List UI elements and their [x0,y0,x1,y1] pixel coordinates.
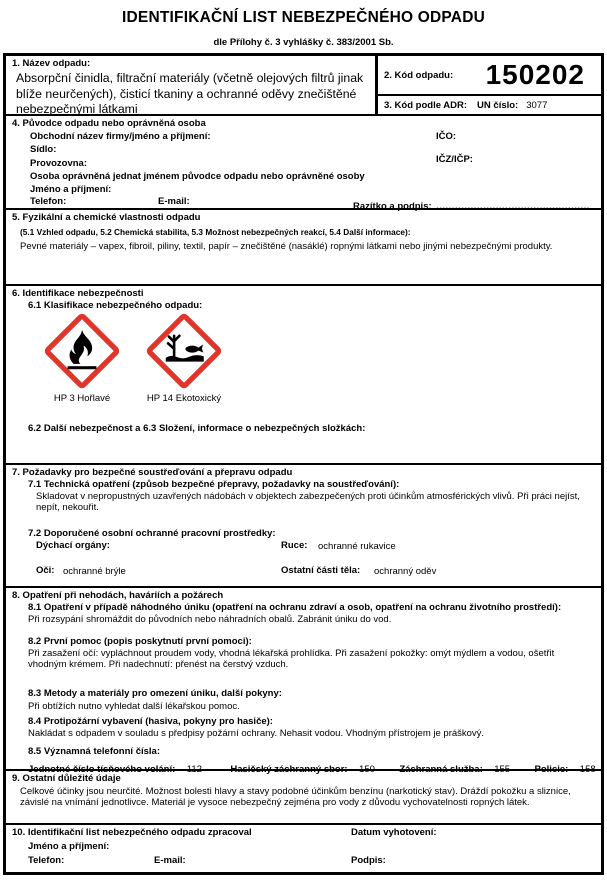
phone-158-value: 158 [579,764,596,775]
email-label: E-mail: [158,196,190,207]
waste-code-label: 2. Kód odpadu: [384,69,454,81]
phone-150-label: Hasičský záchranný sbor: [230,764,348,775]
environment-pictogram-label: HP 14 Ekotoxický [146,393,222,404]
phone-158-label: Policie: [534,764,569,775]
section-7-2-subheading: 7.2 Doporučené osobní ochranné pracovní prostředky: [28,528,276,539]
section-8-5-subheading: 8.5 Významná telefonní čísla: [28,746,160,757]
flame-icon [38,313,126,389]
hands-value: ochranné rukavice [318,541,396,552]
waste-code-value: 150202 [485,59,585,90]
phone-112-value: 112 [186,764,202,775]
sidlo-label: Sídlo: [30,144,57,155]
section-2-3-codes [378,56,601,114]
section-7-1-subheading: 7.1 Technická opatření (způsob bezpečné přepravy, požadavky na soustřeďování): [28,479,400,490]
section-8-accident-measures [6,586,601,775]
provozovna-label: Provozovna: [30,158,88,169]
section-4-heading: 4. Původce odpadu nebo oprávněná osoba [12,118,206,129]
flame-pictogram-label: HP 3 Hořlavé [53,393,111,404]
section-9-heading: 9. Ostatní důležité údaje [12,773,121,784]
preparer-email-label: E-mail: [154,855,186,866]
section-7-storage-transport [6,463,601,586]
razitko-label: Razítko a podpis: [353,201,432,212]
business-name-label: Obchodní název firmy/jméno a příjmení: [30,131,211,142]
ghs-pictograms [38,313,228,404]
preparer-telefon-label: Telefon: [28,855,65,866]
section-8-3-body: Při obtížích nutno vyhledat další lékařskou pomoc. [28,701,240,712]
section-8-heading: 8. Opatření při nehodách, haváriích a požárech [12,590,224,601]
section-9-body: Celkové účinky jsou neurčité. Možnost bolesti hlavy a stavy podobné účinkům benzínu (narkotický stav). Dráždí pokožku a sliznice, závislé na vnímání jednotlivce. Materiál je vysoce nebezpečný zejména pro vody z důvodu vychovatelnosti ropných látek. [20,786,571,808]
section-5-subheading: (5.1 Vzhled odpadu, 5.2 Chemická stabilita, 5.3 Možnost nebezpečných reakcí, 5.4 Další informace): [20,227,411,237]
hands-label: Ruce: [281,540,308,551]
page-subtitle: dle Přílohy č. 3 vyhlášky č. 383/2001 Sb. [213,37,394,48]
other-body-parts-label: Ostatní části těla: [281,565,361,576]
phone-155-label: Záchranná služba: [399,764,483,775]
section-7-1-body: Skladovat v nepropustných uzavřených nádobách v objektech zabezpečených proti účinkům atmosférických vlivů. Při práci nejíst, nepít, nekouřit. [36,491,580,513]
section-8-1-subheading: 8.1 Opatření v případě náhodného úniku (opatření na ochranu zdraví a osob, opatření na ochranu životního prostředí): [28,602,562,613]
waste-name-text: Absorpční činidla, filtrační materiály (včetně olejových filtrů jinak blíže neurčených), čisticí tkaniny a ochranné oděvy znečištěné nebezpečnými látkami [16,71,364,117]
un-number-value: 3077 [526,99,548,111]
section-8-3-subheading: 8.3 Metody a materiály pro omezení úniku, další pokyny: [28,688,282,699]
section-6-1-subheading: 6.1 Klasifikace nebezpečného odpadu: [28,300,203,311]
section-7-heading: 7. Požadavky pro bezpečné soustřeďování a přepravu odpadu [12,467,293,478]
section-8-2-body: Při zasažení očí: vypláchnout proudem vody, vhodná lékařská prohlídka. Při zasažení pokožky: omýt mýdlem a vodou, ošetřit vhodným krémem. Při nadechnutí: přenést na čerstvý vzduch. [28,648,555,670]
podpis-label: Podpis: [351,855,386,866]
section-8-4-body: Nakládat s odpadem v souladu s předpisy požární ochrany. Nehasit vodou. Vhodným přístrojem je práškový. [28,728,485,739]
authorized-person-line: Osoba oprávněná jednat jménem původce odpadu nebo oprávněné osoby [30,171,365,182]
section-3-adr-code [378,96,601,114]
section-1-2-3-row [6,56,601,117]
section-10-prepared-by [6,823,601,873]
environment-icon [140,313,228,389]
section-4-waste-producer [6,114,601,212]
section-5-body: Pevné materiály – vapex, fibroil, piliny, textil, papír – znečištěné (nasáklé) ropnými látkami nebo jinými nebezpečnými produkty. [20,241,553,252]
form-table [3,53,604,875]
section-6-hazard-identification [6,284,601,463]
section-1-heading: 1. Název odpadu: [12,58,91,69]
preparer-jmeno-label: Jméno a příjmení: [28,841,110,852]
section-2-waste-code [378,56,601,96]
ghs-environment-pictogram [140,313,228,404]
eyes-label: Oči: [36,565,55,576]
icz-icp-label: IČZ/IČP: [436,154,473,165]
section-5-heading: 5. Fyzikální a chemické vlastnosti odpadu [12,212,201,223]
page-title: IDENTIFIKAČNÍ LIST NEBEZPEČNÉHO ODPADU [122,9,485,26]
section-9-other-data [6,769,601,823]
section-5-physical-chemical [6,208,601,284]
section-8-1-body: Při rozsypání shromáždit do původních nebo náhradních obalů. Zabránit úniku do vod. [28,614,392,625]
section-6-2-subheading: 6.2 Další nebezpečnost a 6.3 Složení, informace o nebezpečných složkách: [28,423,366,434]
section-1-waste-name [6,56,378,117]
phone-112-label: Jednotné číslo tísňového volání: [28,764,176,775]
phone-150-value: 150 [359,764,375,775]
phone-155-value: 155 [494,764,511,775]
ico-label: IČO: [436,131,457,142]
telefon-label: Telefon: [30,196,67,207]
datum-vyhotoveni-label: Datum vyhotovení: [351,827,437,838]
un-number-label: UN číslo: [477,99,519,111]
eyes-value: ochranné brýle [63,566,126,577]
razitko-dotted-line: ................................................. [436,201,590,212]
adr-code-label: 3. Kód podle ADR: [384,99,468,111]
respiratory-label: Dýchací orgány: [36,540,110,551]
section-6-heading: 6. Identifikace nebezpečnosti [12,288,144,299]
jmeno-label: Jméno a příjmení: [30,184,112,195]
section-8-4-subheading: 8.4 Protipožární vybavení (hasiva, pokyny pro hasiče): [28,716,273,727]
section-10-heading: 10. Identifikační list nebezpečného odpadu zpracoval [12,827,252,838]
other-body-parts-value: ochranný oděv [374,566,437,577]
section-8-2-subheading: 8.2 První pomoc (popis poskytnutí první pomoci): [28,636,252,647]
ghs-flame-pictogram [38,313,126,404]
